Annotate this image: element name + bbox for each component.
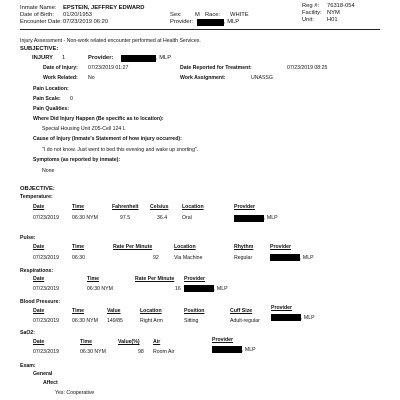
sao2-provider-suffix: , MLP bbox=[242, 347, 256, 353]
redaction-bar bbox=[121, 55, 156, 62]
assessment-line: Injury Assessment - Non-work related encounter performed at Health Services. bbox=[20, 38, 201, 44]
date-of-injury-label: Date of Injury: bbox=[43, 65, 78, 71]
temp-time: 06:30 NYM bbox=[72, 215, 98, 221]
sao2-col-date: Date bbox=[33, 339, 45, 345]
sao2-date: 07/23/2019 bbox=[33, 349, 59, 355]
bp-col-provider: Provider bbox=[271, 305, 293, 311]
symptoms-label: Symptoms (as reported by inmate): bbox=[33, 157, 121, 163]
bp-location: Right Arm bbox=[140, 318, 163, 324]
bp-provider-suffix: , MLP bbox=[301, 315, 315, 321]
exam-general: General bbox=[33, 371, 53, 377]
pulse-col-rhythm: Rhythm bbox=[234, 244, 254, 250]
temp-location: Oral bbox=[182, 215, 192, 221]
sao2-value: 98 bbox=[138, 349, 144, 355]
inmate-name-label: Inmate Name: bbox=[20, 5, 57, 11]
pulse-col-rate: Rate Per Minute bbox=[113, 244, 153, 250]
temp-col-celsius: Celsius bbox=[150, 204, 169, 210]
unit: H01 bbox=[327, 17, 338, 23]
sex: M bbox=[195, 12, 200, 18]
exam-heading: Exam: bbox=[20, 363, 36, 369]
pain-location-label: Pain Location: bbox=[33, 86, 69, 92]
work-assignment-label: Work Assignment: bbox=[180, 75, 226, 81]
pain-qualities-label: Pain Qualities: bbox=[33, 106, 70, 112]
work-related: No bbox=[88, 75, 95, 81]
temp-fahrenheit: 97.5 bbox=[120, 215, 131, 221]
temperature-heading: Temperature: bbox=[20, 194, 53, 200]
redaction-bar bbox=[197, 19, 224, 26]
work-assignment: UNASSG bbox=[251, 75, 273, 81]
sao2-col-air: Air bbox=[153, 339, 161, 345]
bp-col-value: Value bbox=[107, 308, 121, 314]
bp-col-position: Position bbox=[184, 308, 205, 314]
facility: NYM bbox=[327, 10, 340, 16]
resp-date: 07/23/2019 bbox=[33, 286, 59, 292]
pulse-col-date: Date bbox=[33, 244, 45, 250]
redaction-bar bbox=[184, 285, 214, 292]
reg-label: Reg #: bbox=[302, 3, 320, 9]
resp-col-date: Date bbox=[33, 276, 45, 282]
header-provider-label: Provider: bbox=[170, 19, 194, 25]
temp-col-location: Location bbox=[182, 204, 204, 210]
date-of-injury: 07/23/2019 01:27 bbox=[88, 65, 129, 71]
temp-col-fahrenheit: Fahrenheit bbox=[112, 204, 139, 210]
redaction-bar bbox=[271, 314, 301, 321]
pulse-location: Via Machine bbox=[174, 255, 203, 261]
cause-label: Cause of Injury (Inmate's Statement of how injury occurred): bbox=[33, 136, 182, 142]
pulse-rate: 92 bbox=[153, 255, 159, 261]
pulse-rhythm: Regular bbox=[234, 255, 253, 261]
header-divider bbox=[20, 29, 380, 30]
resp-rate: 16 bbox=[175, 286, 181, 292]
where-value: Special Housing Unit Z05-Cell 124 L bbox=[42, 126, 126, 132]
injury-provider-label: Provider: bbox=[88, 55, 114, 61]
work-related-label: Work Related: bbox=[43, 75, 78, 81]
dob: 01/20/1953 bbox=[63, 12, 93, 18]
pain-scale-label: Pain Scale: bbox=[33, 96, 61, 102]
pain-scale: 0 bbox=[70, 96, 73, 102]
bp-value: 149/85 bbox=[107, 318, 123, 324]
injury-number: 1 bbox=[62, 55, 66, 61]
pulse-time: 06:30 bbox=[72, 255, 85, 261]
respirations-heading: Respirations: bbox=[20, 268, 54, 274]
resp-col-rate: Rate Per Minute bbox=[135, 276, 175, 282]
where-label: Where Did Injury Happen (Be specific as to location): bbox=[33, 116, 164, 122]
date-reported-label: Date Reported for Treatment: bbox=[180, 65, 252, 71]
temp-provider-suffix: , MLP bbox=[264, 215, 278, 221]
resp-provider-suffix: , MLP bbox=[214, 286, 228, 292]
reg-number: 76318-054 bbox=[327, 3, 355, 9]
temp-celsius: 36.4 bbox=[157, 215, 168, 221]
bp-position: Sitting bbox=[184, 318, 199, 324]
resp-col-time: Time bbox=[87, 276, 100, 282]
redaction-bar bbox=[270, 254, 300, 261]
exam-affect: Affect bbox=[43, 380, 58, 386]
resp-col-provider: Provider bbox=[184, 276, 206, 282]
injury-provider-suffix: , MLP bbox=[156, 55, 172, 61]
resp-time: 06:30 NYM bbox=[87, 286, 113, 292]
sao2-col-time: Time bbox=[80, 339, 93, 345]
sex-label: Sex: bbox=[170, 12, 182, 18]
bp-cuff-size: Adult-regular bbox=[230, 318, 260, 324]
bp-col-date: Date bbox=[33, 308, 45, 314]
date-reported: 07/23/2019 08:25 bbox=[287, 65, 328, 71]
redaction-bar bbox=[212, 346, 242, 353]
encounter-date-label: Encounter Date: bbox=[20, 19, 62, 25]
bp-col-cuff-size: Cuff Size bbox=[230, 308, 253, 314]
temp-col-date: Date bbox=[33, 204, 45, 210]
encounter-date: 07/23/2019 06:20 bbox=[63, 19, 109, 25]
bp-col-location: Location bbox=[140, 308, 162, 314]
sao2-air: Room Air bbox=[153, 349, 175, 355]
bp-time: 06:30 NYM bbox=[72, 318, 98, 324]
subjective-heading: SUBJECTIVE: bbox=[20, 46, 59, 52]
bp-date: 07/23/2019 bbox=[33, 318, 59, 324]
pulse-col-location: Location bbox=[174, 244, 196, 250]
facility-label: Facility: bbox=[302, 10, 322, 16]
symptoms-value: None bbox=[42, 168, 55, 174]
objective-heading: OBJECTIVE: bbox=[20, 186, 55, 192]
temp-date: 07/23/2019 bbox=[33, 215, 59, 221]
sao2-col-value: Value(%) bbox=[118, 339, 140, 345]
blood-pressure-heading: Blood Pressure: bbox=[20, 299, 61, 305]
pulse-date: 07/23/2019 bbox=[33, 255, 59, 261]
race-label: Race: bbox=[205, 12, 221, 18]
sao2-col-provider: Provider bbox=[212, 337, 234, 343]
pulse-provider-suffix: , MLP bbox=[300, 255, 314, 261]
header-provider-suffix: , MLP bbox=[224, 19, 240, 25]
exam-affect-value: Yes: Cooperative bbox=[55, 390, 95, 396]
pulse-col-provider: Provider bbox=[270, 244, 292, 250]
unit-label: Unit: bbox=[302, 17, 314, 23]
inmate-name: EPSTEIN, JEFFREY EDWARD bbox=[63, 5, 145, 11]
sao2-heading: SaO2: bbox=[20, 330, 35, 336]
redaction-bar bbox=[234, 215, 264, 222]
sao2-time: 06:30 NYM bbox=[80, 349, 106, 355]
race: WHITE bbox=[230, 12, 249, 18]
pulse-heading: Pulse: bbox=[20, 235, 36, 241]
cause-value: "I do not know. Just went to bed this evening and wake up snorting". bbox=[42, 147, 199, 153]
temp-col-provider: Provider bbox=[234, 204, 256, 210]
bp-col-time: Time bbox=[72, 308, 85, 314]
dob-label: Date of Birth: bbox=[20, 12, 54, 18]
injury-label: INJURY bbox=[32, 55, 54, 61]
temp-col-time: Time bbox=[72, 204, 85, 210]
pulse-col-time: Time bbox=[72, 244, 85, 250]
